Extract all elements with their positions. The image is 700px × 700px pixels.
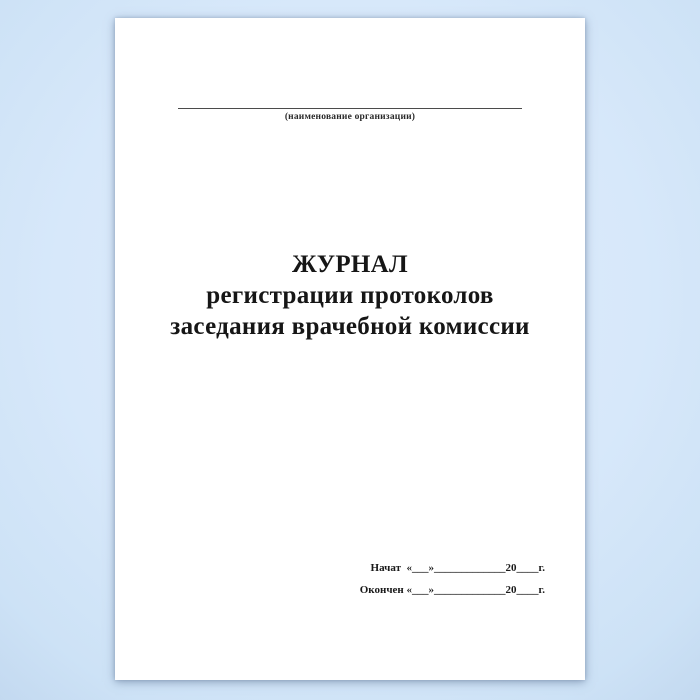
journal-title-line-1: ЖУРНАЛ xyxy=(292,251,408,278)
journal-title-line-3: заседания врачебной комиссии xyxy=(170,313,530,340)
journal-title-line-2: регистрации протоколов xyxy=(206,282,494,309)
document-page xyxy=(115,18,585,680)
org-name-blank-line xyxy=(178,108,522,109)
dates-block xyxy=(360,561,545,597)
date-started-line: Начат «___»_____________20____г. xyxy=(370,562,545,574)
org-name-block xyxy=(115,18,585,122)
date-finished-line: Окончен «___»_____________20____г. xyxy=(359,584,545,596)
journal-title xyxy=(115,249,585,342)
org-name-caption: (наименование организации) xyxy=(284,112,416,122)
